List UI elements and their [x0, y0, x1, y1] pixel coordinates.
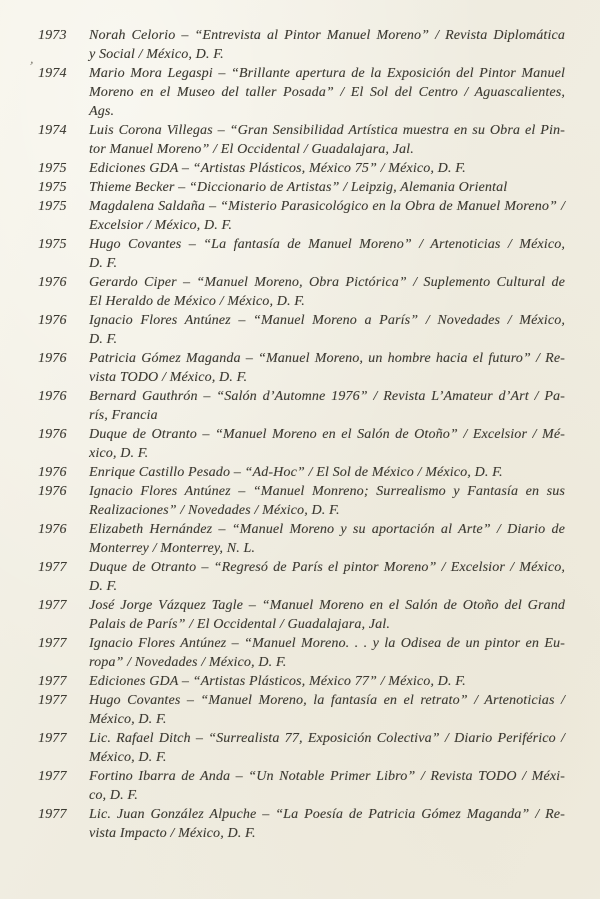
- scan-artifact: ’: [26, 57, 34, 74]
- entry-line: D. F.: [89, 579, 118, 594]
- bibliography-page: [26, 26, 565, 843]
- entry-year: 1977: [38, 560, 67, 575]
- entry-text: [89, 425, 565, 463]
- entry-line: Norah Celorio – “Entrevista al Pintor Manuel Moreno” / Revista Diplomática: [89, 28, 565, 43]
- entry-year: 1975: [38, 161, 67, 176]
- entry-line: México, D. F.: [89, 750, 167, 765]
- entry-line: tor Manuel Moreno” / El Occidental / Guadalajara, Jal.: [89, 142, 414, 157]
- entry-text: [89, 349, 565, 387]
- entry-line: Ignacio Flores Antúnez – “Manuel Moreno a París” / Novedades / México,: [89, 313, 565, 328]
- entry-text: [89, 520, 565, 558]
- entry-line: Hugo Covantes – “Manuel Moreno, la fantasía en el retrato” / Artenoticias /: [89, 693, 565, 708]
- entry-year: 1977: [38, 693, 67, 708]
- entry-year: 1974: [38, 66, 67, 81]
- entry-line: Duque de Otranto – “Regresó de París el pintor Moreno” / Excelsior / México,: [89, 560, 565, 575]
- entry-line: José Jorge Vázquez Tagle – “Manuel Moreno en el Salón de Otoño del Grand: [89, 598, 565, 613]
- entry-line: Magdalena Saldaña – “Misterio Parasicológico en la Obra de Manuel Moreno” /: [89, 199, 565, 214]
- entry-line: Ags.: [89, 104, 115, 119]
- entry-line: Enrique Castillo Pesado – “Ad-Hoc” / El Sol de México / México, D. F.: [89, 465, 503, 480]
- entry-text: [89, 729, 565, 767]
- entry-year: 1977: [38, 598, 67, 613]
- entry-line: D. F.: [89, 332, 118, 347]
- entry-year: 1976: [38, 522, 67, 537]
- entry-line: Patricia Gómez Maganda – “Manuel Moreno, un hombre hacia el futuro” / Re-: [89, 351, 565, 366]
- entry-line: Hugo Covantes – “La fantasía de Manuel Moreno” / Artenoticias / México,: [89, 237, 565, 252]
- entry-text: [89, 482, 565, 520]
- bibliography-list: [38, 26, 565, 843]
- entry-line: El Heraldo de México / México, D. F.: [89, 294, 305, 309]
- bibliography-entry: [38, 634, 565, 672]
- entry-line: Gerardo Ciper – “Manuel Moreno, Obra Pictórica” / Suplemento Cultural de: [89, 275, 565, 290]
- entry-line: Moreno en el Museo del taller Posada” / El Sol del Centro / Aguascalientes,: [89, 85, 565, 100]
- entry-year: 1976: [38, 465, 67, 480]
- entry-line: D. F.: [89, 256, 118, 271]
- entry-year: 1976: [38, 389, 67, 404]
- entry-text: [89, 558, 565, 596]
- entry-year: 1977: [38, 769, 67, 784]
- entry-year: 1976: [38, 275, 67, 290]
- entry-year: 1975: [38, 237, 67, 252]
- entry-text: [89, 197, 565, 235]
- entry-year: 1977: [38, 636, 67, 651]
- entry-year: 1973: [38, 28, 67, 43]
- bibliography-entry: [38, 26, 565, 64]
- entry-line: vista TODO / México, D. F.: [89, 370, 248, 385]
- entry-line: Thieme Becker – “Diccionario de Artistas” / Leipzig, Alemania Oriental: [89, 180, 508, 195]
- bibliography-entry: [38, 273, 565, 311]
- entry-line: México, D. F.: [89, 712, 167, 727]
- bibliography-entry: [38, 482, 565, 520]
- bibliography-entry: [38, 805, 565, 843]
- entry-line: Fortino Ibarra de Anda – “Un Notable Primer Libro” / Revista TODO / Méxi-: [89, 769, 565, 784]
- entry-line: Monterrey / Monterrey, N. L.: [89, 541, 256, 556]
- bibliography-entry: [38, 197, 565, 235]
- bibliography-entry: [38, 596, 565, 634]
- bibliography-entry: [38, 672, 565, 691]
- entry-line: Bernard Gauthrón – “Salón d’Automne 1976” / Revista L’Amateur d’Art / Pa-: [89, 389, 565, 404]
- entry-text: [89, 691, 565, 729]
- entry-year: 1977: [38, 731, 67, 746]
- bibliography-entry: [38, 558, 565, 596]
- entry-text: [89, 596, 565, 634]
- bibliography-entry: [38, 349, 565, 387]
- entry-year: 1974: [38, 123, 67, 138]
- bibliography-entry: [38, 121, 565, 159]
- entry-line: Lic. Juan González Alpuche – “La Poesía de Patricia Gómez Maganda” / Re-: [89, 807, 565, 822]
- entry-text: [89, 634, 565, 672]
- entry-year: 1976: [38, 484, 67, 499]
- entry-line: Realizaciones” / Novedades / México, D. F.: [89, 503, 340, 518]
- entry-text: [89, 26, 565, 64]
- entry-line: xico, D. F.: [89, 446, 149, 461]
- bibliography-entry: [38, 463, 565, 482]
- entry-text: [89, 387, 565, 425]
- entry-line: Lic. Rafael Ditch – “Surrealista 77, Exposición Colectiva” / Diario Periférico /: [89, 731, 565, 746]
- entry-text: [89, 121, 565, 159]
- entry-text: [89, 159, 565, 178]
- entry-text: [89, 273, 565, 311]
- entry-line: Ignacio Flores Antúnez – “Manuel Moreno. . . y la Odisea de un pintor en Eu-: [89, 636, 565, 651]
- entry-text: [89, 767, 565, 805]
- entry-line: Palais de París” / El Occidental / Guadalajara, Jal.: [89, 617, 390, 632]
- entry-year: 1976: [38, 313, 67, 328]
- bibliography-entry: [38, 178, 565, 197]
- bibliography-entry: [38, 311, 565, 349]
- bibliography-entry: [38, 159, 565, 178]
- entry-line: Excelsior / México, D. F.: [89, 218, 233, 233]
- bibliography-entry: [38, 387, 565, 425]
- bibliography-entry: [38, 691, 565, 729]
- entry-year: 1975: [38, 180, 67, 195]
- entry-text: [89, 463, 565, 482]
- entry-line: Luis Corona Villegas – “Gran Sensibilidad Artística muestra en su Obra el Pin-: [89, 123, 565, 138]
- bibliography-entry: [38, 520, 565, 558]
- entry-line: Mario Mora Legaspi – “Brillante apertura de la Exposición del Pintor Manuel: [89, 66, 565, 81]
- entry-text: [89, 311, 565, 349]
- entry-line: Duque de Otranto – “Manuel Moreno en el Salón de Otoño” / Excelsior / Mé-: [89, 427, 565, 442]
- entry-line: Elizabeth Hernández – “Manuel Moreno y su aportación al Arte” / Diario de: [89, 522, 565, 537]
- entry-year: 1976: [38, 427, 67, 442]
- entry-line: y Social / México, D. F.: [89, 47, 224, 62]
- bibliography-entry: [38, 729, 565, 767]
- entry-text: [89, 64, 565, 121]
- bibliography-entry: [38, 767, 565, 805]
- entry-year: 1976: [38, 351, 67, 366]
- entry-year: 1977: [38, 674, 67, 689]
- entry-text: [89, 178, 565, 197]
- entry-line: Ignacio Flores Antúnez – “Manuel Monreno; Surrealismo y Fantasía en sus: [89, 484, 565, 499]
- entry-year: 1975: [38, 199, 67, 214]
- entry-line: co, D. F.: [89, 788, 138, 803]
- entry-line: rís, Francia: [89, 408, 158, 423]
- entry-line: Ediciones GDA – “Artistas Plásticos, México 75” / México, D. F.: [89, 161, 466, 176]
- entry-line: ropa” / Novedades / México, D. F.: [89, 655, 287, 670]
- bibliography-entry: [38, 425, 565, 463]
- bibliography-entry: [38, 235, 565, 273]
- entry-text: [89, 672, 565, 691]
- entry-text: [89, 235, 565, 273]
- entry-year: 1977: [38, 807, 67, 822]
- entry-line: vista Impacto / México, D. F.: [89, 826, 256, 841]
- bibliography-entry: [38, 64, 565, 121]
- entry-text: [89, 805, 565, 843]
- entry-line: Ediciones GDA – “Artistas Plásticos, México 77” / México, D. F.: [89, 674, 466, 689]
